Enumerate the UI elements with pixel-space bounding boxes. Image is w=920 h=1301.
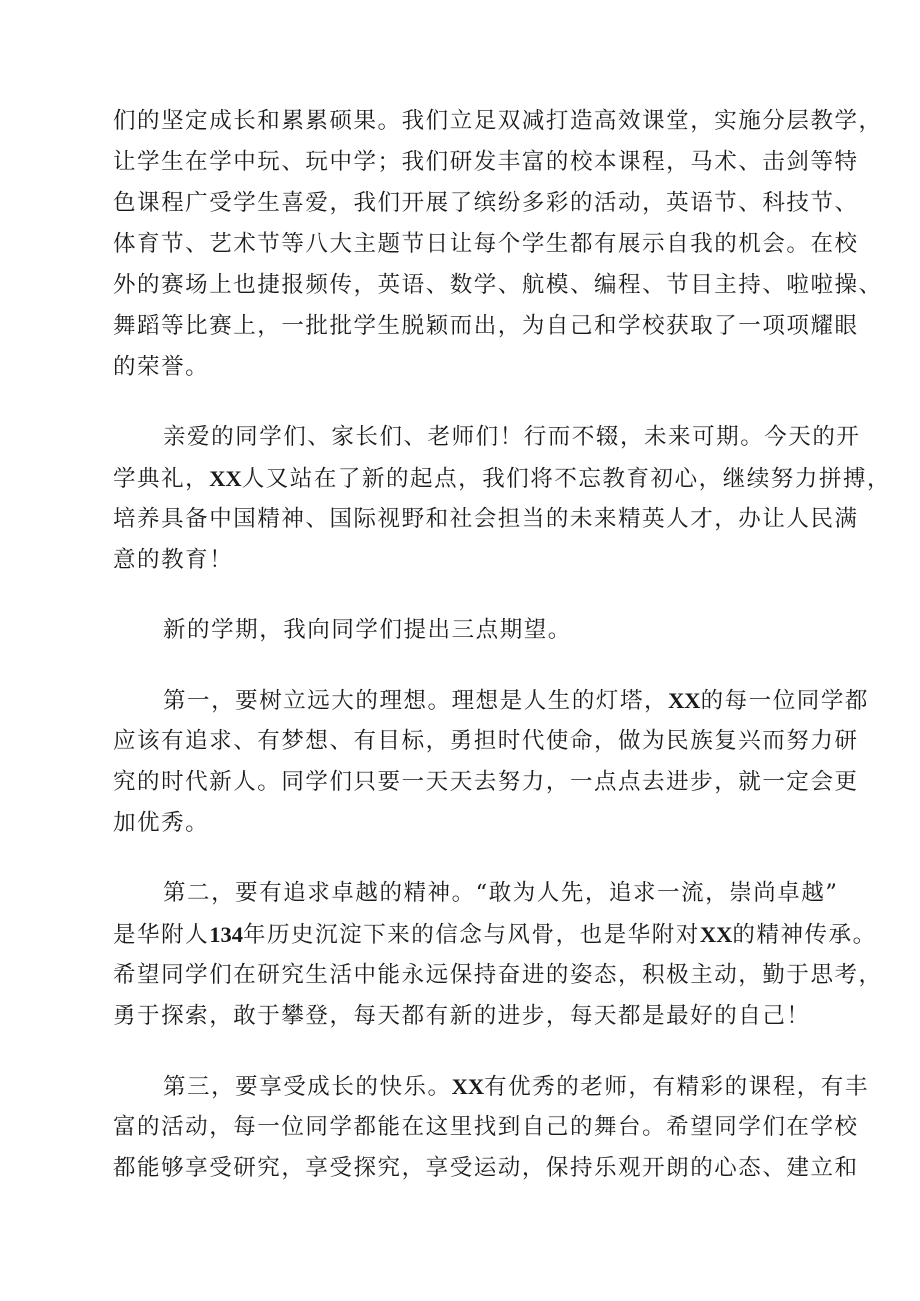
text-line: 学典礼，XX人又站在了新的起点，我们将不忘教育初心，继续努力拼搏， [113, 466, 892, 492]
text-line: 舞蹈等比赛上，一批批学生脱颖而出，为自己和学校获取了一项项耀眼 [113, 313, 859, 339]
text-line: 的荣誉。 [113, 354, 210, 380]
text-line: 都能够享受研究，享受探究，享受运动，保持乐观开朗的心态、建立和 [113, 1155, 859, 1181]
text-line: 第二，要有追求卓越的精神。“敢为人先，追求一流，崇尚卓越” [163, 880, 839, 906]
text-line: 们的坚定成长和累累硕果。我们立足双减打造高效课堂，实施分层教学， [113, 108, 883, 134]
text-line: 体育节、艺术节等八大主题节日让每个学生都有展示自我的机会。在校 [113, 231, 859, 257]
text-line: 培养具备中国精神、国际视野和社会担当的未来精英人才，办让人民满 [113, 506, 859, 532]
text-line: 新的学期，我向同学们提出三点期望。 [163, 617, 572, 643]
text-line: 应该有追求、有梦想、有目标，勇担时代使命，做为民族复兴而努力研 [113, 728, 859, 754]
text-line: 意的教育！ [113, 547, 234, 573]
text-line: 色课程广受学生喜爱，我们开展了缤纷多彩的活动，英语节、科技节、 [113, 190, 859, 216]
text-line: 究的时代新人。同学们只要一天天去努力，一点点去进步，就一定会更 [113, 769, 859, 795]
text-line: 外的赛场上也捷报频传，英语、数学、航模、编程、节目主持、啦啦操、 [113, 272, 883, 298]
text-line: 第三，要享受成长的快乐。XX有优秀的老师，有精彩的课程，有丰 [163, 1074, 869, 1100]
text-line: 亲爱的同学们、家长们、老师们！行而不辍，未来可期。今天的开 [163, 424, 861, 450]
text-line: 富的活动，每一位同学都能在这里找到自己的舞台。希望同学们在学校 [113, 1114, 859, 1140]
text-line: 是华附人134年历史沉淀下来的信念与风骨，也是华附对XX的精神传承。 [113, 922, 877, 948]
text-line: 希望同学们在研究生活中能永远保持奋进的姿态，积极主动，勤于思考， [113, 962, 883, 988]
text-line: 让学生在学中玩、玩中学；我们研发丰富的校本课程，马术、击剑等特 [113, 149, 859, 175]
text-line: 加优秀。 [113, 810, 210, 836]
text-line: 第一，要树立远大的理想。理想是人生的灯塔，XX的每一位同学都 [163, 688, 869, 714]
text-line: 勇于探索，敢于攀登，每天都有新的进步，每天都是最好的自己！ [113, 1003, 811, 1029]
